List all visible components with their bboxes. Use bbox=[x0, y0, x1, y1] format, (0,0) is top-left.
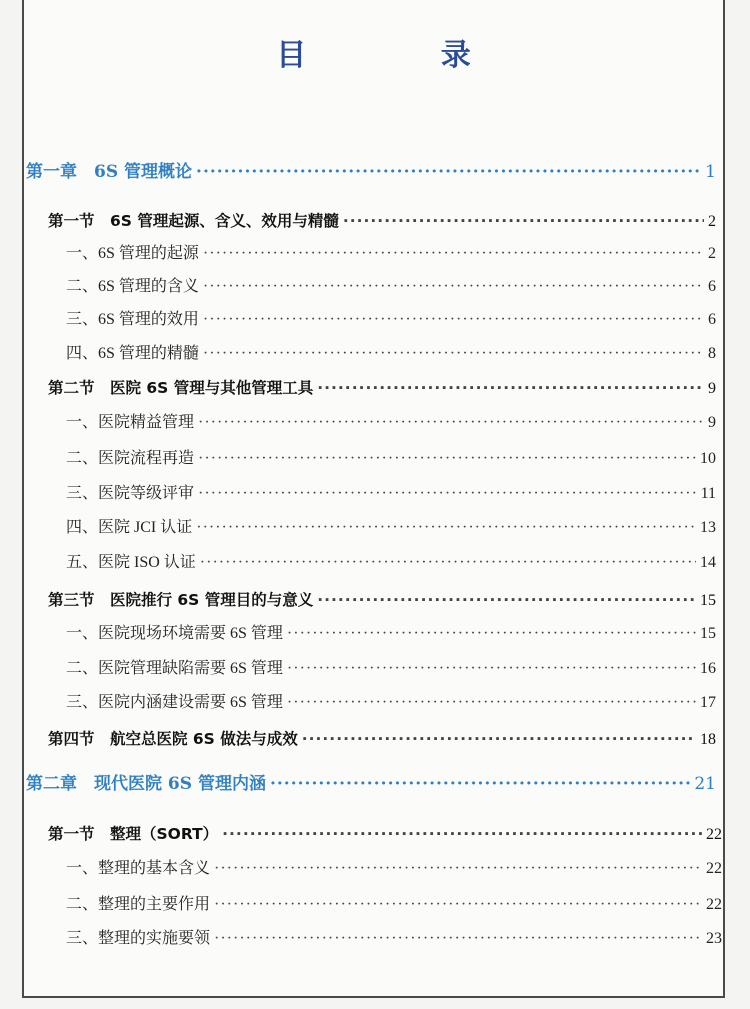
toc-entry-subsection[interactable] bbox=[66, 514, 716, 542]
leader-dots bbox=[214, 855, 702, 883]
toc-entry-section[interactable] bbox=[48, 374, 716, 402]
toc-label: 二、医院流程再造 bbox=[66, 450, 195, 467]
leader-dots bbox=[203, 340, 704, 368]
toc-entry-section[interactable] bbox=[48, 725, 716, 753]
toc-entry-subsection[interactable] bbox=[66, 925, 722, 953]
leader-dots bbox=[270, 770, 690, 798]
page-title: 目 录 bbox=[276, 38, 533, 73]
toc-label: 三、医院等级评审 bbox=[66, 485, 195, 502]
leader-dots bbox=[222, 820, 702, 848]
toc-page-number: 9 bbox=[708, 414, 716, 431]
toc-entry-subsection[interactable] bbox=[66, 891, 722, 919]
toc-label: 第一节 6S 管理起源、含义、效用与精髓 bbox=[48, 212, 339, 230]
toc-page-number: 23 bbox=[706, 930, 722, 947]
toc-page-number: 9 bbox=[708, 380, 716, 397]
toc-label: 第二章 现代医院 6S 管理内涵 bbox=[26, 774, 266, 794]
toc-page-number: 6 bbox=[708, 278, 716, 295]
toc-entry-subsection[interactable] bbox=[66, 273, 716, 301]
toc-page-number: 15 bbox=[700, 625, 716, 642]
toc-entry-subsection[interactable] bbox=[66, 689, 716, 717]
toc-label: 三、6S 管理的效用 bbox=[66, 311, 199, 328]
leader-dots bbox=[203, 306, 704, 334]
toc-label: 第二节 医院 6S 管理与其他管理工具 bbox=[48, 379, 314, 397]
toc-page-number: 22 bbox=[706, 896, 722, 913]
toc-entry-subsection[interactable] bbox=[66, 240, 716, 268]
toc-page-number: 6 bbox=[708, 311, 716, 328]
toc-label: 二、医院管理缺陷需要 6S 管理 bbox=[66, 660, 283, 677]
toc-entry-subsection[interactable] bbox=[66, 480, 716, 508]
toc-page-number: 17 bbox=[700, 694, 716, 711]
leader-dots bbox=[302, 725, 696, 753]
toc-page-number: 15 bbox=[700, 592, 716, 609]
leader-dots bbox=[203, 273, 704, 301]
leader-dots bbox=[317, 374, 704, 402]
document-page bbox=[22, 0, 725, 998]
toc-entry-subsection[interactable] bbox=[66, 620, 716, 648]
leader-dots bbox=[203, 240, 704, 268]
leader-dots bbox=[198, 409, 704, 437]
toc-label: 一、医院精益管理 bbox=[66, 414, 195, 431]
leader-dots bbox=[200, 549, 696, 577]
toc-page-number: 2 bbox=[708, 245, 716, 262]
leader-dots bbox=[214, 925, 702, 953]
toc-label: 二、整理的主要作用 bbox=[66, 896, 211, 913]
toc-page-number: 18 bbox=[700, 731, 716, 748]
toc-entry-subsection[interactable] bbox=[66, 409, 716, 437]
toc-entry-chapter[interactable] bbox=[26, 770, 716, 798]
leader-dots bbox=[317, 586, 696, 614]
toc-page-number: 22 bbox=[706, 826, 722, 843]
toc-page-number: 10 bbox=[700, 450, 716, 467]
toc-page-number: 1 bbox=[705, 162, 716, 182]
toc-entry-section[interactable] bbox=[48, 586, 716, 614]
leader-dots bbox=[196, 158, 701, 186]
toc-page-number: 2 bbox=[708, 213, 716, 230]
leader-dots bbox=[214, 891, 702, 919]
leader-dots bbox=[196, 514, 696, 542]
leader-dots bbox=[198, 480, 697, 508]
toc-page-number: 11 bbox=[700, 485, 716, 502]
toc-entry-section[interactable] bbox=[48, 207, 716, 235]
toc-label: 第四节 航空总医院 6S 做法与成效 bbox=[48, 730, 298, 748]
leader-dots bbox=[287, 689, 696, 717]
toc-label: 第三节 医院推行 6S 管理目的与意义 bbox=[48, 591, 314, 609]
toc-label: 四、医院 JCI 认证 bbox=[66, 519, 193, 536]
leader-dots bbox=[343, 207, 704, 235]
toc-page-number: 21 bbox=[694, 774, 716, 794]
toc-entry-subsection[interactable] bbox=[66, 340, 716, 368]
toc-label: 一、6S 管理的起源 bbox=[66, 245, 199, 262]
toc-label: 一、医院现场环境需要 6S 管理 bbox=[66, 625, 283, 642]
toc-label: 一、整理的基本含义 bbox=[66, 860, 211, 877]
toc-page-number: 8 bbox=[708, 345, 716, 362]
toc-entry-subsection[interactable] bbox=[66, 306, 716, 334]
leader-dots bbox=[287, 620, 696, 648]
toc-page-number: 13 bbox=[700, 519, 716, 536]
toc-page-number: 16 bbox=[700, 660, 716, 677]
toc-entry-section[interactable] bbox=[48, 820, 722, 848]
toc-label: 三、整理的实施要领 bbox=[66, 930, 211, 947]
toc-entry-subsection[interactable] bbox=[66, 549, 716, 577]
toc-label: 二、6S 管理的含义 bbox=[66, 278, 199, 295]
toc-label: 四、6S 管理的精髓 bbox=[66, 345, 199, 362]
toc-label: 第一章 6S 管理概论 bbox=[26, 162, 193, 182]
toc-entry-chapter[interactable] bbox=[26, 158, 716, 186]
toc-label: 第一节 整理（SORT） bbox=[48, 825, 219, 843]
toc-entry-subsection[interactable] bbox=[66, 445, 716, 473]
toc-entry-subsection[interactable] bbox=[66, 655, 716, 683]
toc-page-number: 14 bbox=[700, 554, 716, 571]
toc-label: 五、医院 ISO 认证 bbox=[66, 554, 196, 571]
leader-dots bbox=[287, 655, 696, 683]
leader-dots bbox=[198, 445, 696, 473]
toc-label: 三、医院内涵建设需要 6S 管理 bbox=[66, 694, 283, 711]
toc-page-number: 22 bbox=[706, 860, 722, 877]
toc-entry-subsection[interactable] bbox=[66, 855, 722, 883]
